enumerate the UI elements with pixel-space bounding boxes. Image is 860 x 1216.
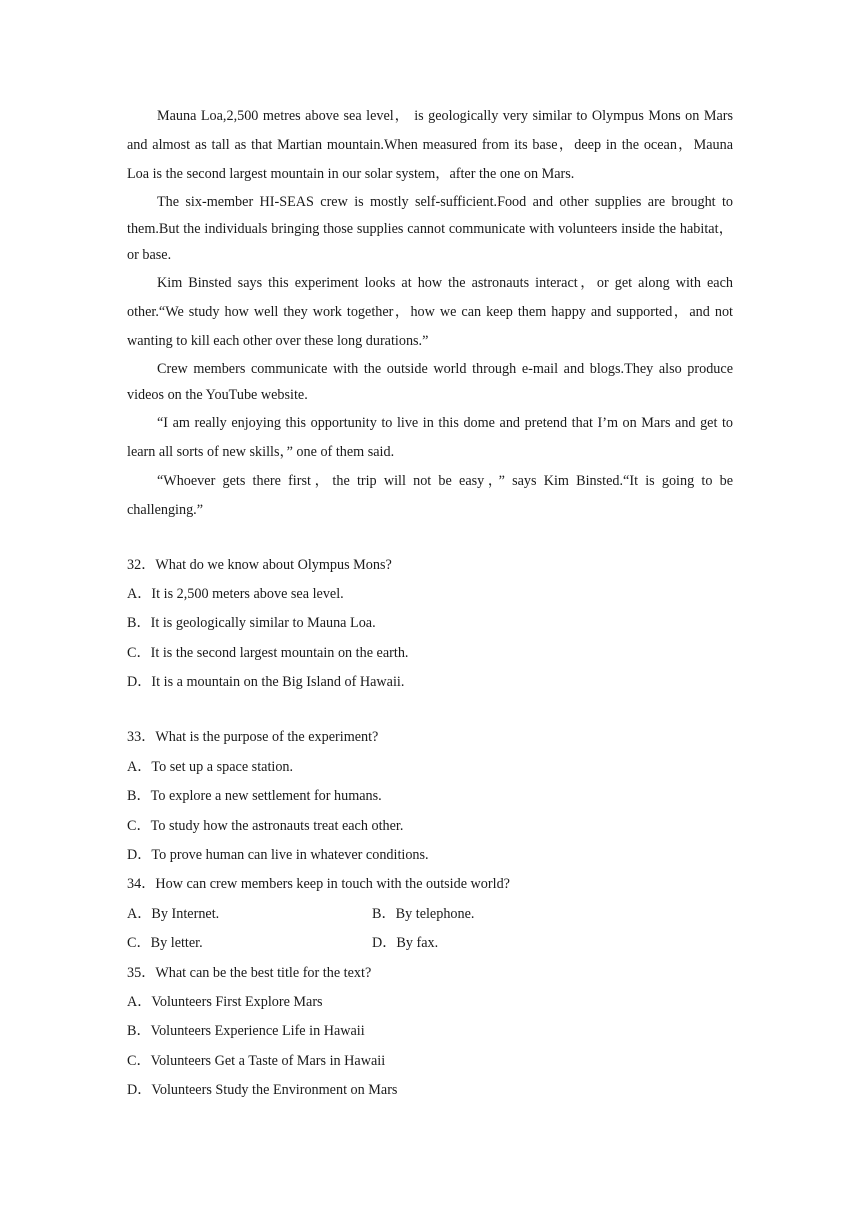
option-a: A．To set up a space station. — [127, 758, 294, 775]
option-b: B．Volunteers Experience Life in Hawaii — [127, 1023, 365, 1040]
option-c: C．Volunteers Get a Taste of Mars in Hawaii — [127, 1052, 386, 1069]
spacer — [127, 525, 733, 551]
option-b: B．It is geologically similar to Mauna Loa. — [127, 615, 376, 632]
question-34 — [127, 870, 733, 958]
option-d: D．To prove human can live in whatever conditions. — [127, 847, 429, 864]
document-page — [127, 102, 733, 1106]
question-stem: 35．What can be the best title for the text? — [127, 964, 372, 981]
passage-paragraph: Crew members communicate with the outside world through e-mail and blogs.They also produce videos on the YouTube website. — [127, 360, 733, 403]
option-c: C．By letter. — [127, 935, 203, 952]
option-a: A．By Internet. — [127, 905, 220, 922]
question-35 — [127, 959, 733, 1106]
passage-paragraph: “Whoever gets there first，the trip will not be easy，” says Kim Binsted.“It is going to be challenging.” — [127, 472, 733, 518]
option-d: D．Volunteers Study the Environment on Mars — [127, 1082, 398, 1099]
option-a: A．It is 2,500 meters above sea level. — [127, 585, 344, 602]
passage-paragraph: The six-member HI-SEAS crew is mostly self-sufficient.Food and other supplies are brought to them.But the individuals bringing those supplies cannot communicate with volunteers inside the habitat，or base. — [127, 194, 733, 263]
passage-paragraph: “I am really enjoying this opportunity to live in this dome and pretend that I’m on Mars and get to learn all sorts of new skills，” one of them said. — [127, 414, 733, 460]
question-32 — [127, 551, 733, 698]
option-d: D．By fax. — [372, 935, 439, 952]
reading-passage — [127, 102, 733, 525]
option-b: B．To explore a new settlement for humans. — [127, 788, 382, 805]
option-b: B．By telephone. — [372, 905, 475, 922]
question-stem: 34．How can crew members keep in touch with the outside world? — [127, 876, 510, 893]
option-d: D．It is a mountain on the Big Island of Hawaii. — [127, 674, 405, 691]
option-row — [127, 900, 733, 929]
option-a: A．Volunteers First Explore Mars — [127, 993, 323, 1010]
passage-paragraph: Mauna Loa,2,500 metres above sea level， is geologically very similar to Olympus Mons on Mars and almost as tall as that Martian mountain.When measured from its base，deep in the ocean，Mauna Loa is the second largest mountain in our solar system，after the one on Mars. — [127, 108, 733, 182]
option-row — [127, 929, 733, 958]
option-c: C．It is the second largest mountain on the earth. — [127, 644, 409, 661]
question-stem: 33．What is the purpose of the experiment? — [127, 729, 379, 746]
passage-paragraph: Kim Binsted says this experiment looks at how the astronauts interact，or get along with each other.“We study how well they work together，how we can keep them happy and supported，and not wanting to kill each other over these long durations.” — [127, 274, 733, 349]
spacer — [127, 697, 733, 723]
question-33 — [127, 723, 733, 870]
option-c: C．To study how the astronauts treat each other. — [127, 817, 404, 834]
question-stem: 32．What do we know about Olympus Mons? — [127, 556, 392, 573]
